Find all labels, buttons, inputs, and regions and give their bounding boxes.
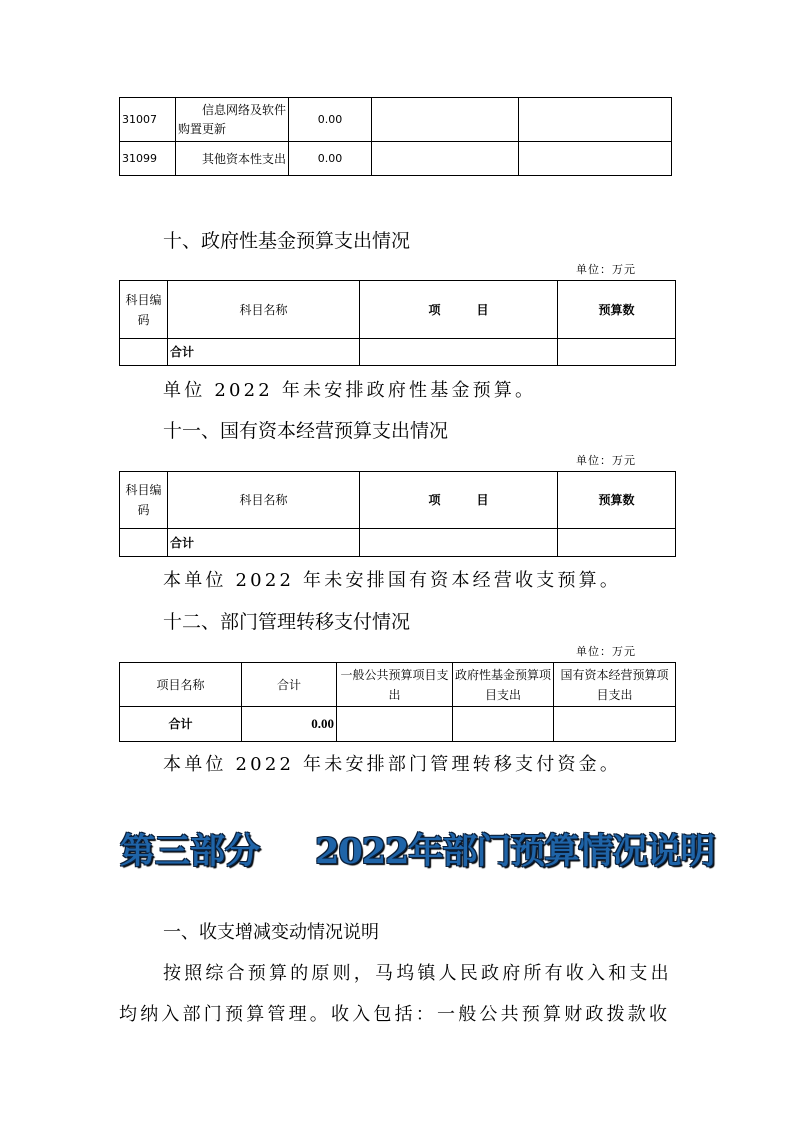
table-row: [120, 142, 672, 176]
empty-cell: [360, 529, 558, 557]
paragraph-line: 按照综合预算的原则，马坞镇人民政府所有收入和支出: [163, 963, 672, 984]
header-cell: 项 目: [360, 472, 558, 529]
empty-cell: [120, 339, 168, 366]
empty-cell: [519, 142, 672, 176]
gov-fund-table: [119, 280, 676, 366]
table-row: [120, 98, 672, 142]
empty-cell: [120, 529, 168, 557]
header-row: [120, 281, 676, 339]
section-heading: 十一、国有资本经营预算支出情况: [163, 420, 449, 442]
name-line: 信息网络及软件: [201, 102, 286, 117]
empty-cell: [337, 707, 453, 742]
paragraph-line: 均纳入部门预算管理。收入包括：一般公共预算财政拨款收: [119, 1004, 671, 1025]
total-row: [120, 339, 676, 366]
unit-label: 单位：万元: [576, 263, 636, 276]
total-label: 合计: [168, 529, 360, 557]
amount-cell: 0.00: [289, 142, 372, 176]
empty-cell: [558, 339, 676, 366]
section-heading: 十二、部门管理转移支付情况: [163, 611, 411, 633]
empty-cell: [372, 142, 519, 176]
transfer-payment-table: [119, 662, 676, 742]
empty-cell: [453, 707, 554, 742]
empty-cell: [360, 339, 558, 366]
total-row: [120, 529, 676, 557]
header-cell: 合计: [242, 663, 337, 707]
name-line: 购置更新: [178, 121, 227, 136]
part-title: 2022年部门预算情况说明: [315, 831, 715, 872]
note-text: 本单位 2022 年未安排国有资本经营收支预算。: [163, 570, 622, 591]
header-cell: 国有资本经营预算项目支出: [554, 663, 676, 707]
header-cell: 政府性基金预算项目支出: [453, 663, 554, 707]
empty-cell: [554, 707, 676, 742]
note-text: 本单位 2022 年未安排部门管理转移支付资金。: [163, 754, 622, 775]
note-text: 单位 2022 年未安排政府性基金预算。: [163, 380, 537, 401]
code-cell: 31099: [120, 142, 176, 176]
total-label: 合计: [168, 339, 360, 366]
unit-label: 单位：万元: [576, 454, 636, 467]
capital-expense-table: [119, 97, 672, 176]
header-cell: 科目名称: [168, 472, 360, 529]
header-row: [120, 472, 676, 529]
subsection-heading: 一、收支增减变动情况说明: [163, 922, 379, 943]
header-cell: 科目编码: [120, 472, 168, 529]
code-cell: 31007: [120, 98, 176, 142]
empty-cell: [558, 529, 676, 557]
header-cell: 预算数: [558, 281, 676, 339]
state-capital-table: [119, 471, 676, 557]
section-heading: 十、政府性基金预算支出情况: [163, 230, 411, 252]
header-cell: 项 目: [360, 281, 558, 339]
header-cell: 科目名称: [168, 281, 360, 339]
total-row: [120, 707, 676, 742]
name-cell: [176, 98, 289, 142]
part-label: 第三部分: [120, 831, 261, 872]
unit-label: 单位：万元: [576, 645, 636, 658]
name-cell: 其他资本性支出: [176, 142, 289, 176]
header-cell: 科目编码: [120, 281, 168, 339]
header-cell: 一般公共预算项目支出: [337, 663, 453, 707]
total-label: 合计: [120, 707, 242, 742]
header-cell: 预算数: [558, 472, 676, 529]
empty-cell: [519, 98, 672, 142]
empty-cell: [372, 98, 519, 142]
amount-cell: 0.00: [289, 98, 372, 142]
total-amount: 0.00: [242, 707, 337, 742]
header-row: [120, 663, 676, 707]
header-cell: 项目名称: [120, 663, 242, 707]
